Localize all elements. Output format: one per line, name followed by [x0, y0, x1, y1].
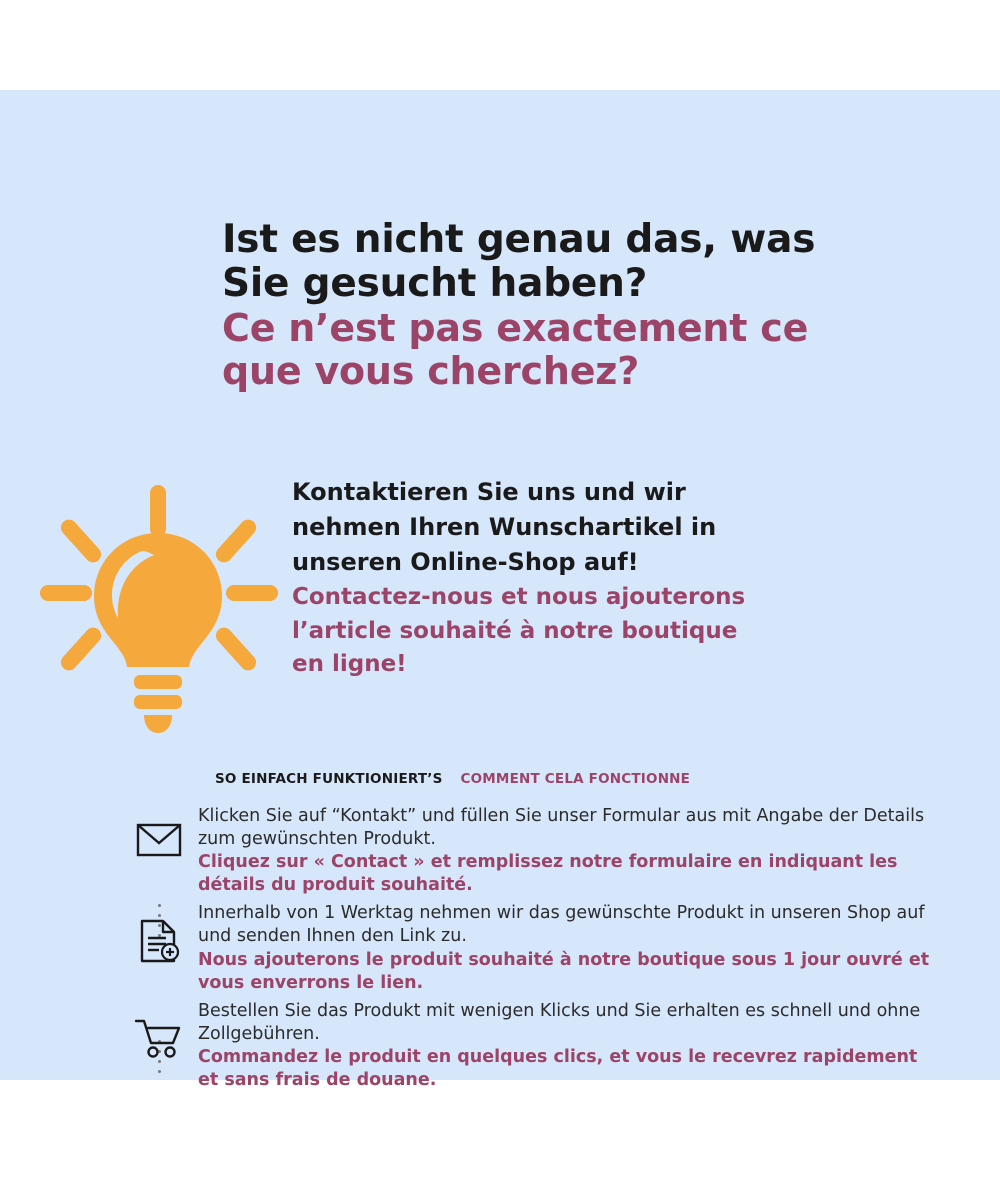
headline-french-line1: Ce n’est pas exactement ce — [222, 306, 809, 351]
shopping-cart-icon — [134, 1017, 184, 1059]
subhead-german-line3: unseren Online-Shop auf! — [292, 547, 639, 576]
step-2-icon-wrap — [120, 897, 198, 963]
step-2-french: Nous ajouterons le produit souhaité à notre boutique sous 1 jour ouvré et vous enverrons le lien. — [198, 949, 930, 993]
list-item — [120, 995, 930, 1092]
steps-list — [120, 800, 930, 1092]
promo-banner — [0, 90, 1000, 1091]
subhead-french-line2: l’article souhaité à notre boutique — [292, 617, 738, 644]
envelope-icon — [136, 822, 182, 858]
document-add-icon — [137, 919, 181, 963]
lightbulb-illustration — [30, 475, 280, 735]
subhead-french-line3: en ligne! — [292, 651, 407, 678]
subhead-german-line2: nehmen Ihren Wunschartikel in — [292, 512, 717, 541]
step-1-icon-wrap — [120, 800, 198, 858]
subhead-french-line1: Contactez-nous et nous ajouterons — [292, 584, 746, 611]
step-1-french: Cliquez sur « Contact » et remplissez notre formulaire en indiquant les détails du produit souhaité. — [198, 852, 898, 896]
headline-block — [222, 218, 922, 392]
headline-german — [222, 218, 922, 305]
steps-header-french: COMMENT CELA FONCTIONNE — [460, 771, 691, 787]
lightbulb-icon — [30, 475, 280, 735]
headline-german-line2: Sie gesucht haben? — [222, 260, 648, 306]
headline-german-line1: Ist es nicht genau das, was — [222, 217, 816, 262]
subhead-block — [292, 475, 912, 681]
step-3-text — [198, 995, 930, 1092]
step-1-text — [198, 800, 930, 897]
step-2-german: Innerhalb von 1 Werktag nehmen wir das gewünschte Produkt in unseren Shop auf und senden Ihnen den Link zu. — [198, 903, 925, 947]
headline-french-line2: que vous cherchez? — [222, 348, 640, 393]
step-3-german: Bestellen Sie das Produkt mit wenigen Klicks und Sie erhalten es schnell und ohne Zollgebühren. — [198, 1000, 921, 1044]
list-item — [120, 800, 930, 897]
step-3-french: Commandez le produit en quelques clics, et vous le recevrez rapidement et sans frais de douane. — [198, 1046, 918, 1091]
subhead-german-line1: Kontaktieren Sie uns und wir — [292, 478, 686, 506]
step-2-text — [198, 897, 930, 994]
steps-header-german: SO EINFACH FUNKTIONIERT’S — [215, 771, 443, 787]
steps-header — [215, 771, 690, 787]
step-1-german: Klicken Sie auf “Kontakt” und füllen Sie unser Formular aus mit Angabe der Details zum gewünschten Produkt. — [198, 806, 925, 850]
step-3-icon-wrap — [120, 995, 198, 1059]
subhead-french — [292, 581, 912, 681]
list-item — [120, 897, 930, 994]
headline-french — [222, 307, 922, 392]
subhead-german — [292, 475, 912, 579]
